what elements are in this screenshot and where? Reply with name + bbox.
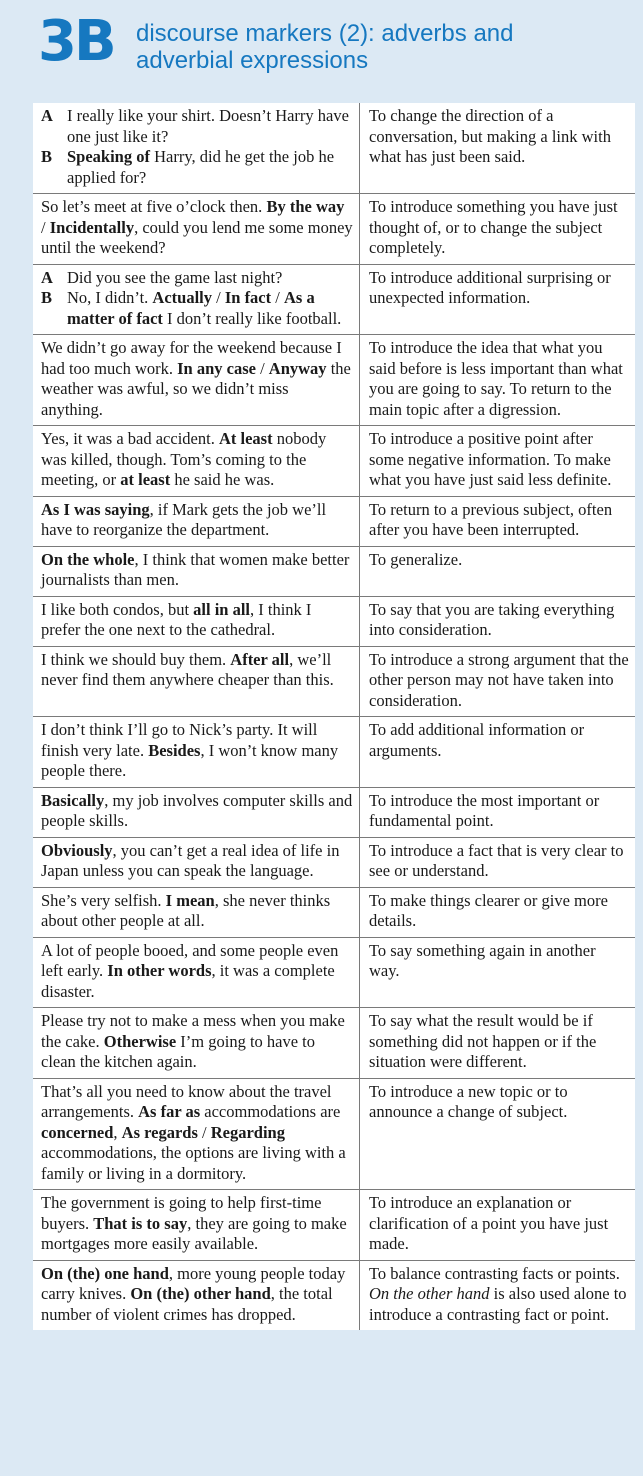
example-cell [33, 888, 360, 937]
marker-phrase: As I was saying [41, 499, 150, 519]
marker-phrase: all in all [193, 599, 251, 619]
table-row [33, 597, 635, 647]
text-run: , I won’t know many people there. [41, 740, 339, 780]
marker-phrase: As far as [138, 1102, 201, 1121]
discourse-markers-table [33, 103, 635, 1330]
page-header [0, 0, 643, 92]
usage-cell [360, 103, 635, 193]
text-run: To say something again in another way. [369, 940, 596, 980]
text-run: To introduce an explanation or clarification of a point you have just made. [369, 1193, 609, 1253]
text-run: To introduce a positive point after some negative information. To make what you have just said less definite. [369, 429, 612, 489]
marker-phrase: I mean [165, 890, 215, 910]
example-cell [33, 194, 360, 264]
text-run: I don’t think I’ll go to Nick’s party. It will finish very late. [41, 720, 318, 760]
text-run: , they are going to make mortgages more easily available. [41, 1213, 347, 1253]
dialog-text [67, 268, 353, 289]
text-run: To make things clearer or give more details. [369, 890, 608, 930]
text-run: That’s all you need to know about the travel arrangements. [41, 1081, 332, 1121]
table-row [33, 717, 635, 788]
text-run: To return to a previous subject, often after you have been interrupted. [369, 499, 613, 539]
text-run: accommodations, the options are living with a family or living in a dormitory. [41, 1143, 346, 1183]
table-row [33, 547, 635, 597]
text-run: To change the direction of a conversation, but making a link with what has just been said. [369, 106, 611, 166]
marker-phrase: concerned [41, 1122, 114, 1142]
speaker-label: B [41, 288, 53, 307]
dialog-line [41, 268, 353, 289]
example-cell [33, 497, 360, 546]
marker-phrase: By the way [266, 197, 345, 216]
table-row [33, 1261, 635, 1331]
text-run: To introduce a strong argument that the other person may not have taken into consideration. [369, 649, 629, 710]
example-cell [33, 838, 360, 887]
table-row [33, 103, 635, 194]
marker-phrase: Regarding [210, 1122, 285, 1142]
usage-cell [360, 1261, 635, 1331]
text-run: , it was a complete disaster. [41, 961, 335, 1001]
usage-cell [360, 426, 635, 496]
marker-phrase: At least [218, 429, 273, 448]
marker-phrase: Basically [41, 790, 105, 810]
text-run: accommodations are [200, 1102, 341, 1121]
text-run: / [255, 358, 269, 378]
text-run: , the total number of violent crimes has dropped. [41, 1284, 333, 1324]
marker-phrase: On (the) one hand [41, 1263, 169, 1283]
usage-cell [360, 888, 635, 937]
speaker-label: A [41, 106, 53, 125]
text-run: To introduce the most important or fundamental point. [369, 790, 600, 830]
usage-cell [360, 335, 635, 425]
marker-phrase: After all [230, 649, 290, 669]
marker-phrase: at least [120, 470, 171, 489]
section-badge: 3B [38, 9, 114, 74]
usage-cell [360, 497, 635, 546]
marker-phrase: Actually [152, 288, 212, 307]
dialog-text [67, 288, 353, 329]
text-run: / [271, 288, 284, 307]
table-row [33, 335, 635, 426]
text-run: To introduce additional surprising or unexpected information. [369, 267, 611, 307]
page-title [136, 20, 616, 74]
text-run: Did you see the game last night? [67, 267, 283, 287]
text-run: / [197, 1122, 211, 1142]
example-cell [33, 103, 360, 193]
example-cell [33, 647, 360, 717]
table-row [33, 647, 635, 718]
text-run: Please try not to make a mess when you make the cake. [41, 1011, 345, 1051]
marker-phrase: Otherwise [103, 1031, 177, 1051]
text-run: To introduce something you have just thought of, or to change the subject completely. [369, 197, 618, 257]
usage-cell [360, 838, 635, 887]
table-row [33, 938, 635, 1009]
usage-cell [360, 194, 635, 264]
text-run: I like both condos, but [41, 599, 194, 619]
example-cell [33, 938, 360, 1008]
marker-phrase: That is to say [93, 1213, 188, 1233]
example-cell [33, 717, 360, 787]
example-cell [33, 426, 360, 496]
text-run: I’m going to have to clean the kitchen again. [41, 1031, 316, 1071]
marker-phrase: Incidentally [49, 217, 135, 237]
dialog-line [41, 106, 353, 147]
text-run: is also used alone to introduce a contrasting fact or point. [369, 1284, 627, 1324]
table-row [33, 888, 635, 938]
marker-phrase: Anyway [268, 358, 327, 378]
text-run: I think we should buy them. [41, 649, 231, 669]
dialog-text [67, 106, 353, 147]
marker-phrase: As regards [121, 1122, 198, 1142]
text-run: I don’t really like football. [162, 308, 342, 328]
example-cell [33, 1190, 360, 1260]
marker-phrase: Besides [148, 740, 201, 760]
text-run: he said he was. [170, 470, 275, 489]
text-run: , could you lend me some money until the weekend? [41, 217, 353, 257]
marker-phrase: In other words [107, 961, 212, 980]
usage-cell [360, 597, 635, 646]
table-row [33, 497, 635, 547]
table-row [33, 426, 635, 497]
text-run: To balance contrasting facts or points. [369, 1263, 620, 1283]
text-run: To introduce a new topic or to announce a change of subject. [369, 1081, 568, 1121]
text-run: , [113, 1122, 122, 1142]
text-run: To introduce a fact that is very clear to see or understand. [369, 840, 624, 880]
text-run: A lot of people booed, and some people even left early. [41, 940, 339, 980]
speaker-label: B [41, 147, 53, 166]
text-run: Harry, did he get the job he applied for? [67, 147, 335, 187]
example-cell [33, 788, 360, 837]
text-run: , we’ll never find them anywhere cheaper than this. [41, 649, 334, 689]
example-cell [33, 335, 360, 425]
text-run: She’s very selfish. [41, 890, 166, 910]
text-run: the weather was awful, so we didn’t miss anything. [41, 358, 351, 419]
marker-phrase: Speaking of [67, 147, 150, 166]
example-cell [33, 1008, 360, 1078]
title-line-1: discourse markers (2): adverbs and [136, 20, 514, 47]
table-row [33, 265, 635, 336]
table-row [33, 1008, 635, 1079]
usage-cell [360, 788, 635, 837]
title-line-2: adverbial expressions [136, 47, 369, 74]
text-run: No, I didn’t. [67, 288, 153, 307]
usage-cell [360, 647, 635, 717]
text-run: The government is going to help first-time buyers. [41, 1193, 322, 1233]
example-cell [33, 265, 360, 335]
text-run: We didn’t go away for the weekend because I had too much work. [41, 338, 342, 378]
marker-phrase: Obviously [41, 840, 113, 860]
marker-phrase: In fact [224, 288, 272, 307]
text-run: / [212, 288, 225, 307]
usage-cell [360, 1190, 635, 1260]
table-row [33, 788, 635, 838]
usage-cell [360, 547, 635, 596]
table-row [33, 1190, 635, 1261]
example-cell [33, 547, 360, 596]
text-run: , more young people today carry knives. [41, 1263, 346, 1303]
marker-phrase: As a matter of fact [67, 288, 315, 328]
dialog-line [41, 288, 353, 329]
usage-cell [360, 1079, 635, 1190]
text-run: , you can’t get a real idea of life in Japan unless you can speak the language. [41, 840, 340, 880]
text-run: , she never thinks about other people at all. [41, 890, 331, 930]
text-run: Yes, it was a bad accident. [41, 429, 219, 448]
example-cell [33, 1079, 360, 1190]
text-run: To introduce the idea that what you said before is less important than what you are going to say. To return to the main topic after a digression. [369, 338, 623, 419]
text-run: , I think I prefer the one next to the cathedral. [41, 599, 312, 639]
text-run: I really like your shirt. Doesn’t Harry have one just like it? [67, 106, 349, 146]
text-run: nobody was killed, though. Tom’s coming to the meeting, or [41, 429, 327, 489]
marker-phrase: On the whole [41, 549, 135, 569]
text-run: / [41, 217, 50, 237]
text-run: , my job involves computer skills and people skills. [41, 790, 353, 830]
marker-phrase: In any case [177, 358, 256, 378]
usage-cell [360, 265, 635, 335]
example-cell [33, 597, 360, 646]
usage-cell [360, 717, 635, 787]
text-run: To say that you are taking everything into consideration. [369, 599, 615, 639]
text-run: , if Mark gets the job we’ll have to reorganize the department. [41, 499, 327, 539]
dialog-line [41, 147, 353, 188]
dialog-text [67, 147, 353, 188]
table-row [33, 838, 635, 888]
speaker-label: A [41, 267, 53, 287]
italic-phrase: On the other hand [369, 1284, 490, 1303]
table-row [33, 1079, 635, 1191]
text-run: So let’s meet at five o’clock then. [41, 197, 267, 216]
text-run: To say what the result would be if something did not happen or if the situation were different. [369, 1011, 597, 1071]
marker-phrase: On (the) other hand [130, 1284, 271, 1303]
example-cell [33, 1261, 360, 1331]
table-row [33, 194, 635, 265]
text-run: , I think that women make better journalists than men. [41, 549, 350, 589]
text-run: To generalize. [369, 549, 463, 569]
text-run: To add additional information or arguments. [369, 720, 585, 760]
usage-cell [360, 1008, 635, 1078]
usage-cell [360, 938, 635, 1008]
